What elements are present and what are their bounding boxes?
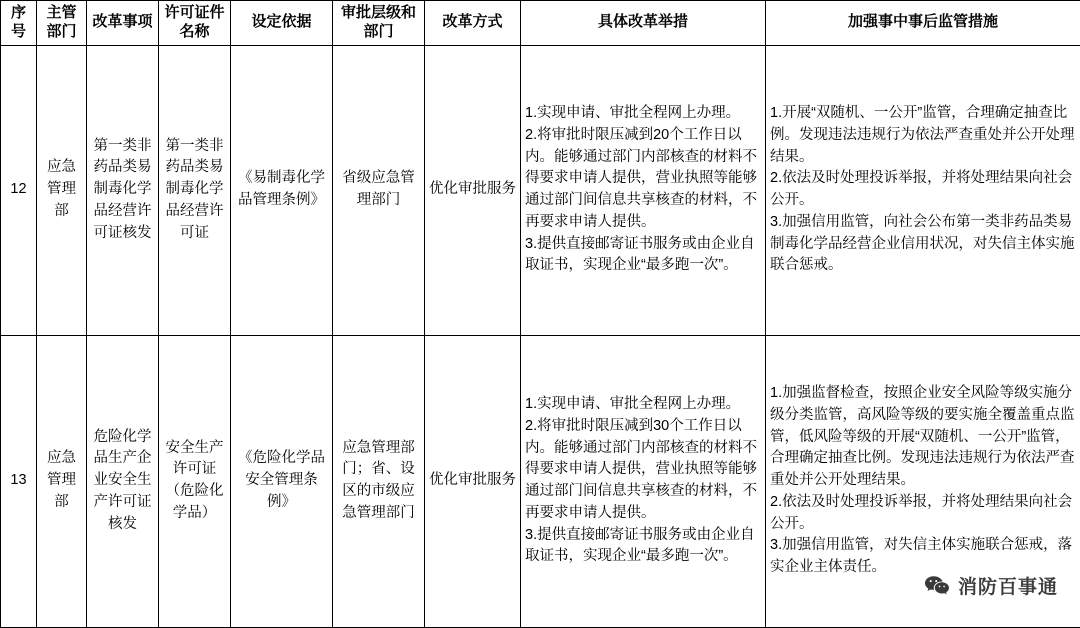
column-header-reform-mode: 改革方式 — [425, 1, 521, 46]
cell-department: 应急管理部 — [37, 335, 87, 627]
supervision-paragraph: 1.加强监督检查，按照企业安全风险等级实施分级分类监管，高风险等级的要实施全覆盖重点监管，低风险等级的开展“双随机、一公开”监管，合理确定抽查比例。发现违法违规行为依法严查重处并公开处理结果。 — [770, 383, 1076, 492]
measure-paragraph: 1.实现申请、审批全程网上办理。 — [525, 394, 761, 416]
supervision-paragraph: 2.依法及时处理投诉举报，并将处理结果向社会公开。 — [770, 492, 1076, 536]
column-header-seq: 序号 — [1, 1, 37, 46]
cell-department: 应急管理部 — [37, 45, 87, 335]
cell-basis: 《危险化学品安全管理条例》 — [231, 335, 333, 627]
cell-reform-item: 第一类非药品类易制毒化学品经营许可证核发 — [87, 45, 159, 335]
wechat-account-name: 消防百事通 — [958, 572, 1058, 599]
cell-basis: 《易制毒化学品管理条例》 — [231, 45, 333, 335]
measure-paragraph: 1.实现申请、审批全程网上办理。 — [525, 103, 761, 125]
cell-reform-mode: 优化审批服务 — [425, 45, 521, 335]
cell-reform-item: 危险化学品生产企业安全生产许可证核发 — [87, 335, 159, 627]
measure-paragraph: 2.将审批时限压减到30个工作日以内。能够通过部门内部核查的材料不得要求申请人提供，营业执照等能够通过部门间信息共享核查的材料，不再要求申请人提供。 — [525, 416, 761, 525]
cell-license-name: 安全生产许可证（危险化学品） — [159, 335, 231, 627]
column-header-approval-level: 审批层级和部门 — [333, 1, 425, 46]
column-header-reform-item: 改革事项 — [87, 1, 159, 46]
measure-paragraph: 3.提供直接邮寄证书服务或由企业自取证书，实现企业“最多跑一次”。 — [525, 525, 761, 569]
cell-supervision — [766, 335, 1080, 627]
cell-approval-level: 应急管理部门；省、设区的市级应急管理部门 — [333, 335, 425, 627]
table-row — [1, 45, 1080, 335]
table-header — [1, 1, 1080, 46]
cell-seq: 12 — [1, 45, 37, 335]
column-header-measures: 具体改革举措 — [521, 1, 766, 46]
supervision-paragraph: 1.开展“双随机、一公开”监管，合理确定抽查比例。发现违法违规行为依法严查重处并公开处理结果。 — [770, 103, 1076, 168]
column-header-license-name: 许可证件名称 — [159, 1, 231, 46]
cell-measures — [521, 45, 766, 335]
table-row — [1, 335, 1080, 627]
column-header-department: 主管部门 — [37, 1, 87, 46]
supervision-paragraph: 3.加强信用监管，向社会公布第一类非药品类易制毒化学品经营企业信用状况，对失信主体实施联合惩戒。 — [770, 212, 1076, 277]
table-body — [1, 45, 1080, 627]
cell-seq: 13 — [1, 335, 37, 627]
column-header-basis: 设定依据 — [231, 1, 333, 46]
cell-reform-mode: 优化审批服务 — [425, 335, 521, 627]
measure-paragraph: 3.提供直接邮寄证书服务或由企业自取证书，实现企业“最多跑一次”。 — [525, 234, 761, 278]
cell-supervision — [766, 45, 1080, 335]
supervision-paragraph: 3.加强信用监管，对失信主体实施联合惩戒，落实企业主体责任。 — [770, 535, 1076, 579]
cell-approval-level: 省级应急管理部门 — [333, 45, 425, 335]
column-header-supervision: 加强事中事后监管措施 — [766, 1, 1080, 46]
table-header-row — [1, 1, 1080, 46]
cell-license-name: 第一类非药品类易制毒化学品经营许可证 — [159, 45, 231, 335]
supervision-paragraph: 2.依法及时处理投诉举报，并将处理结果向社会公开。 — [770, 168, 1076, 212]
measure-paragraph: 2.将审批时限压减到20个工作日以内。能够通过部门内部核查的材料不得要求申请人提供，营业执照等能够通过部门间信息共享核查的材料，不再要求申请人提供。 — [525, 125, 761, 234]
cell-measures — [521, 335, 766, 627]
